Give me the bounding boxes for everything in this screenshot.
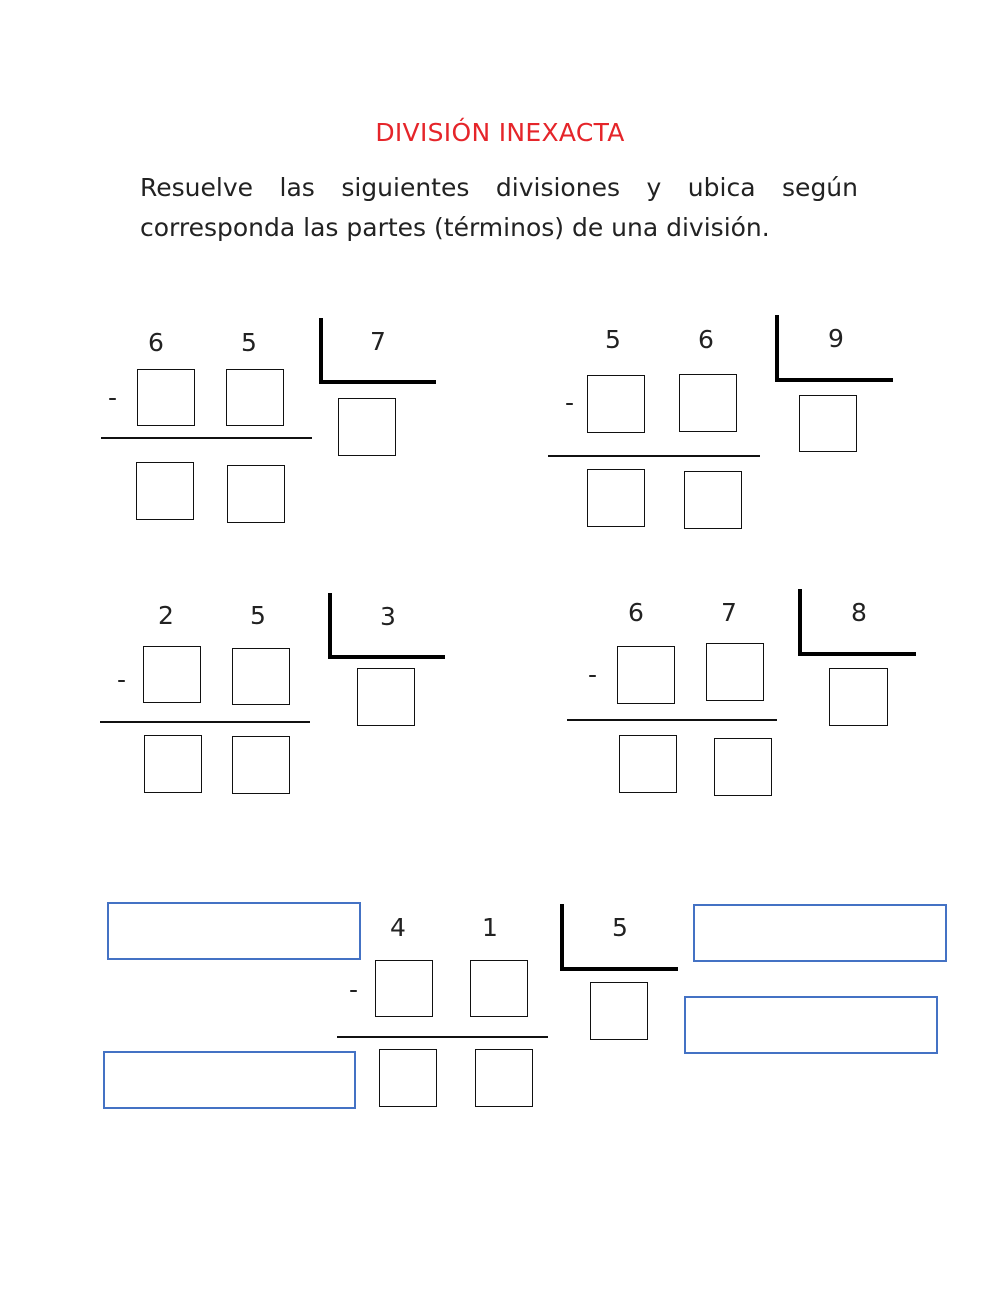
instructions-text: Resuelve las siguientes divisiones y ubica según corresponda las partes (términos) de una división.: [140, 173, 858, 242]
dividend-tens-digit: 5: [605, 325, 621, 354]
division-bracket-horizontal: [798, 652, 916, 656]
dividend-units-digit: 7: [721, 598, 737, 627]
subtrahend-tens-box[interactable]: [587, 375, 645, 433]
remainder-label-answer-box[interactable]: [103, 1051, 356, 1109]
minus-sign: -: [108, 383, 118, 412]
subtrahend-tens-box[interactable]: [137, 369, 195, 426]
dividend-units-digit: 5: [250, 601, 266, 630]
remainder-tens-box[interactable]: [144, 735, 202, 793]
minus-sign: -: [588, 660, 598, 689]
dividend-tens-digit: 6: [628, 598, 644, 627]
dividend-tens-digit: 6: [148, 328, 164, 357]
quotient-box[interactable]: [829, 668, 888, 726]
subtrahend-units-box[interactable]: [679, 374, 737, 432]
minus-sign: -: [117, 665, 127, 694]
divisor-digit: 5: [612, 913, 628, 942]
division-bracket-vertical: [775, 315, 779, 382]
subtrahend-tens-box[interactable]: [143, 646, 201, 703]
quotient-box[interactable]: [799, 395, 857, 452]
worksheet-title: DIVISIÓN INEXACTA: [375, 118, 625, 147]
remainder-units-box[interactable]: [714, 738, 772, 796]
subtraction-line: [337, 1036, 548, 1038]
minus-sign: -: [349, 975, 359, 1004]
subtrahend-units-box[interactable]: [706, 643, 764, 701]
subtrahend-units-box[interactable]: [232, 648, 290, 705]
remainder-units-box[interactable]: [475, 1049, 533, 1107]
quotient-box[interactable]: [590, 982, 648, 1040]
remainder-units-box[interactable]: [227, 465, 285, 523]
dividend-tens-digit: 4: [390, 913, 406, 942]
subtraction-line: [548, 455, 760, 457]
division-bracket-horizontal: [319, 380, 436, 384]
remainder-tens-box[interactable]: [136, 462, 194, 520]
division-bracket-vertical: [798, 589, 802, 656]
minus-sign: -: [565, 388, 575, 417]
subtrahend-tens-box[interactable]: [375, 960, 433, 1017]
quotient-box[interactable]: [338, 398, 396, 456]
division-bracket-vertical: [319, 318, 323, 384]
division-bracket-horizontal: [328, 655, 445, 659]
subtraction-line: [101, 437, 312, 439]
dividend-units-digit: 1: [482, 913, 498, 942]
subtraction-line: [100, 721, 310, 723]
dividend-units-digit: 5: [241, 328, 257, 357]
remainder-tens-box[interactable]: [379, 1049, 437, 1107]
divisor-digit: 7: [370, 327, 386, 356]
quotient-label-answer-box[interactable]: [684, 996, 938, 1054]
remainder-units-box[interactable]: [684, 471, 742, 529]
division-bracket-vertical: [328, 593, 332, 659]
subtrahend-units-box[interactable]: [470, 960, 528, 1017]
divisor-label-answer-box[interactable]: [693, 904, 947, 962]
remainder-units-box[interactable]: [232, 736, 290, 794]
remainder-tens-box[interactable]: [587, 469, 645, 527]
divisor-digit: 9: [828, 324, 844, 353]
dividend-tens-digit: 2: [158, 601, 174, 630]
division-bracket-vertical: [560, 904, 564, 971]
dividend-label-answer-box[interactable]: [107, 902, 361, 960]
dividend-units-digit: 6: [698, 325, 714, 354]
division-bracket-horizontal: [560, 967, 678, 971]
division-bracket-horizontal: [775, 378, 893, 382]
subtrahend-units-box[interactable]: [226, 369, 284, 426]
divisor-digit: 8: [851, 598, 867, 627]
divisor-digit: 3: [380, 602, 396, 631]
quotient-box[interactable]: [357, 668, 415, 726]
subtraction-line: [567, 719, 777, 721]
subtrahend-tens-box[interactable]: [617, 646, 675, 704]
remainder-tens-box[interactable]: [619, 735, 677, 793]
